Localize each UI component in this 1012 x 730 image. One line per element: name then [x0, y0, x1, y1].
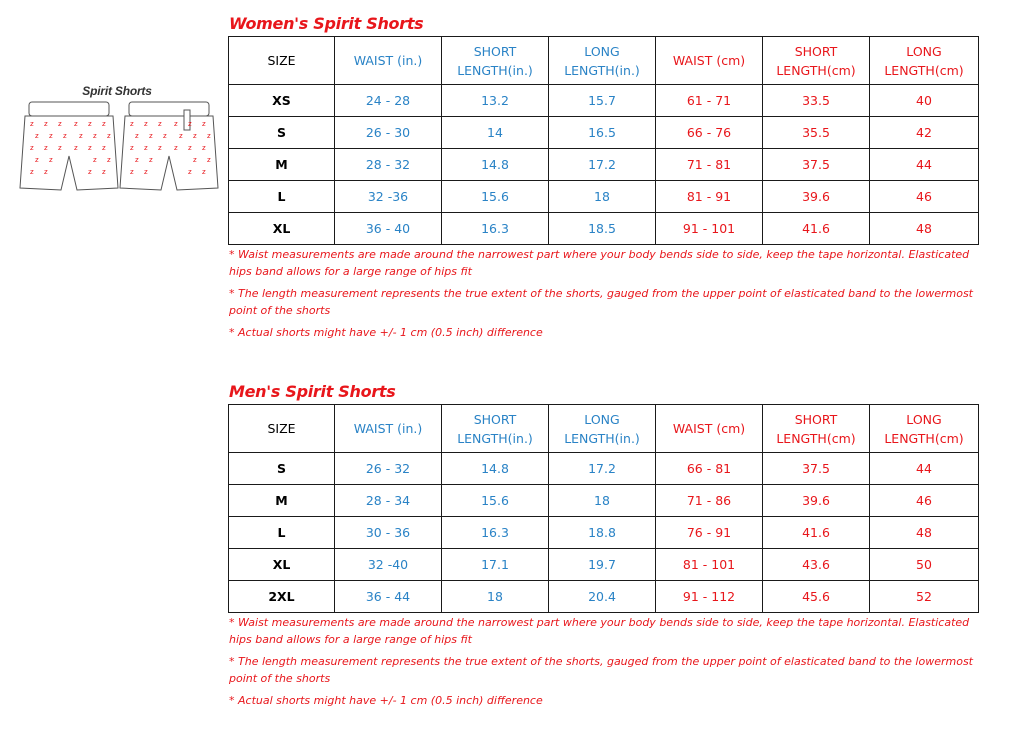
print-glyph: z	[58, 120, 62, 128]
print-glyph: z	[30, 168, 34, 176]
col-header-size: SIZE	[229, 37, 335, 85]
table-row	[229, 213, 979, 245]
cell-size: S	[229, 117, 335, 149]
print-glyph: z	[102, 120, 106, 128]
col-header-waist-cm: WAIST (cm)	[656, 405, 763, 453]
print-glyph: z	[135, 156, 139, 164]
cell-waist-cm: 81 - 91	[656, 181, 763, 213]
print-glyph: z	[30, 120, 34, 128]
cell-size: M	[229, 149, 335, 181]
cell-short-length-cm: 41.6	[763, 517, 870, 549]
print-glyph: z	[179, 132, 183, 140]
cell-waist-in: 26 - 32	[335, 453, 442, 485]
cell-short-length-cm: 37.5	[763, 453, 870, 485]
cell-long-length-in: 18	[549, 485, 656, 517]
table-row	[229, 485, 979, 517]
cell-waist-cm: 91 - 101	[656, 213, 763, 245]
print-glyph: z	[102, 168, 106, 176]
col-header-short-length-cm: SHORT LENGTH(cm)	[763, 37, 870, 85]
women-note-length: * The length measurement represents the true extent of the shorts, gauged from the upper point of elasticated band to the lowermost point of the shorts	[229, 287, 973, 317]
cell-long-length-cm: 40	[870, 85, 979, 117]
print-glyph: z	[202, 144, 206, 152]
col-header-short-length-in: SHORT LENGTH(in.)	[442, 405, 549, 453]
cell-long-length-in: 20.4	[549, 581, 656, 613]
cell-long-length-in: 16.5	[549, 117, 656, 149]
table-row	[229, 181, 979, 213]
cell-size: S	[229, 453, 335, 485]
print-glyph: z	[135, 132, 139, 140]
cell-long-length-in: 15.7	[549, 85, 656, 117]
cell-short-length-cm: 43.6	[763, 549, 870, 581]
print-glyph: z	[35, 156, 39, 164]
print-glyph: z	[207, 156, 211, 164]
print-glyph: z	[144, 144, 148, 152]
cell-short-length-cm: 33.5	[763, 85, 870, 117]
print-glyph: z	[49, 156, 53, 164]
print-glyph: z	[107, 156, 111, 164]
men-section-title: Men's Spirit Shorts	[229, 382, 396, 401]
cell-waist-cm: 76 - 91	[656, 517, 763, 549]
cell-short-length-cm: 41.6	[763, 213, 870, 245]
col-header-long-length-cm: LONG LENGTH(cm)	[870, 37, 979, 85]
men-size-table	[228, 404, 979, 613]
cell-short-length-cm: 45.6	[763, 581, 870, 613]
cell-short-length-in: 14	[442, 117, 549, 149]
cell-size: L	[229, 517, 335, 549]
print-glyph: z	[144, 120, 148, 128]
cell-long-length-cm: 42	[870, 117, 979, 149]
col-header-short-length-cm: SHORT LENGTH(cm)	[763, 405, 870, 453]
cell-short-length-in: 14.8	[442, 149, 549, 181]
print-glyph: z	[193, 132, 197, 140]
print-glyph: z	[44, 168, 48, 176]
print-glyph: z	[102, 144, 106, 152]
print-glyph: z	[130, 120, 134, 128]
cell-short-length-in: 14.8	[442, 453, 549, 485]
women-note-tolerance: * Actual shorts might have +/- 1 cm (0.5 inch) difference	[229, 326, 543, 339]
cell-waist-in: 36 - 44	[335, 581, 442, 613]
men-notes	[229, 614, 974, 714]
cell-long-length-cm: 46	[870, 485, 979, 517]
col-header-waist-cm: WAIST (cm)	[656, 37, 763, 85]
shorts-front-back-icon	[14, 80, 226, 198]
cell-waist-in: 32 -40	[335, 549, 442, 581]
print-glyph: z	[188, 144, 192, 152]
cell-short-length-in: 17.1	[442, 549, 549, 581]
cell-long-length-cm: 50	[870, 549, 979, 581]
col-header-long-length-in: LONG LENGTH(in.)	[549, 37, 656, 85]
print-glyph: z	[63, 132, 67, 140]
print-glyph: z	[35, 132, 39, 140]
table-row	[229, 149, 979, 181]
cell-long-length-in: 17.2	[549, 453, 656, 485]
col-header-waist-in: WAIST (in.)	[335, 37, 442, 85]
print-glyph: z	[88, 120, 92, 128]
women-header-row	[229, 37, 979, 85]
illustration-title: Spirit Shorts	[82, 84, 152, 98]
print-glyph: z	[93, 156, 97, 164]
print-glyph: z	[130, 168, 134, 176]
cell-waist-cm: 81 - 101	[656, 549, 763, 581]
table-row	[229, 453, 979, 485]
cell-long-length-in: 18.8	[549, 517, 656, 549]
cell-waist-in: 32 -36	[335, 181, 442, 213]
cell-long-length-in: 18.5	[549, 213, 656, 245]
cell-waist-in: 26 - 30	[335, 117, 442, 149]
print-glyph: z	[88, 168, 92, 176]
cell-short-length-cm: 37.5	[763, 149, 870, 181]
cell-short-length-in: 13.2	[442, 85, 549, 117]
cell-long-length-cm: 46	[870, 181, 979, 213]
cell-size: XS	[229, 85, 335, 117]
cell-size: M	[229, 485, 335, 517]
cell-long-length-in: 17.2	[549, 149, 656, 181]
men-note-length: * The length measurement represents the true extent of the shorts, gauged from the upper point of elasticated band to the lowermost point of the shorts	[229, 655, 973, 685]
print-glyph: z	[144, 168, 148, 176]
print-glyph: z	[88, 144, 92, 152]
women-notes	[229, 246, 974, 346]
women-section-title: Women's Spirit Shorts	[229, 14, 424, 33]
cell-short-length-cm: 39.6	[763, 485, 870, 517]
cell-size: XL	[229, 549, 335, 581]
col-header-short-length-in: SHORT LENGTH(in.)	[442, 37, 549, 85]
shorts-illustration	[14, 80, 226, 198]
cell-long-length-cm: 48	[870, 213, 979, 245]
col-header-waist-in: WAIST (in.)	[335, 405, 442, 453]
cell-long-length-cm: 44	[870, 149, 979, 181]
women-size-table	[228, 36, 979, 245]
cell-waist-cm: 66 - 76	[656, 117, 763, 149]
print-glyph: z	[202, 120, 206, 128]
cell-waist-cm: 66 - 81	[656, 453, 763, 485]
print-glyph: z	[93, 132, 97, 140]
print-glyph: z	[174, 120, 178, 128]
cell-waist-cm: 91 - 112	[656, 581, 763, 613]
print-glyph: z	[30, 144, 34, 152]
print-glyph: z	[74, 144, 78, 152]
table-row	[229, 85, 979, 117]
print-glyph: z	[202, 168, 206, 176]
cell-short-length-in: 15.6	[442, 181, 549, 213]
cell-size: 2XL	[229, 581, 335, 613]
cell-short-length-in: 18	[442, 581, 549, 613]
print-glyph: z	[163, 132, 167, 140]
cell-short-length-cm: 39.6	[763, 181, 870, 213]
print-glyph: z	[188, 168, 192, 176]
print-glyph: z	[193, 156, 197, 164]
col-header-size: SIZE	[229, 405, 335, 453]
print-glyph: z	[174, 144, 178, 152]
cell-waist-in: 28 - 32	[335, 149, 442, 181]
cell-long-length-cm: 48	[870, 517, 979, 549]
cell-waist-cm: 61 - 71	[656, 85, 763, 117]
cell-short-length-in: 15.6	[442, 485, 549, 517]
cell-waist-cm: 71 - 81	[656, 149, 763, 181]
print-glyph: z	[44, 120, 48, 128]
print-glyph: z	[158, 120, 162, 128]
print-glyph: z	[79, 132, 83, 140]
men-note-tolerance: * Actual shorts might have +/- 1 cm (0.5 inch) difference	[229, 694, 543, 707]
cell-size: L	[229, 181, 335, 213]
print-glyph: z	[149, 156, 153, 164]
cell-waist-cm: 71 - 86	[656, 485, 763, 517]
print-glyph: z	[130, 144, 134, 152]
women-note-waist: * Waist measurements are made around the narrowest part where your body bends side to side, keep the tape horizontal. Elasticated hips band allows for a large range of hips fit	[229, 248, 970, 278]
print-glyph: z	[158, 144, 162, 152]
print-glyph: z	[107, 132, 111, 140]
cell-short-length-cm: 35.5	[763, 117, 870, 149]
print-glyph: z	[188, 120, 192, 128]
cell-long-length-cm: 52	[870, 581, 979, 613]
col-header-long-length-in: LONG LENGTH(in.)	[549, 405, 656, 453]
print-glyph: z	[207, 132, 211, 140]
print-glyph: z	[44, 144, 48, 152]
men-header-row	[229, 405, 979, 453]
cell-short-length-in: 16.3	[442, 213, 549, 245]
cell-waist-in: 24 - 28	[335, 85, 442, 117]
print-glyph: z	[58, 144, 62, 152]
cell-long-length-in: 18	[549, 181, 656, 213]
cell-long-length-in: 19.7	[549, 549, 656, 581]
table-row	[229, 517, 979, 549]
men-note-waist: * Waist measurements are made around the narrowest part where your body bends side to side, keep the tape horizontal. Elasticated hips band allows for a large range of hips fit	[229, 616, 970, 646]
cell-long-length-cm: 44	[870, 453, 979, 485]
cell-size: XL	[229, 213, 335, 245]
cell-waist-in: 30 - 36	[335, 517, 442, 549]
print-glyph: z	[74, 120, 78, 128]
table-row	[229, 581, 979, 613]
print-glyph: z	[49, 132, 53, 140]
table-row	[229, 117, 979, 149]
cell-waist-in: 28 - 34	[335, 485, 442, 517]
cell-waist-in: 36 - 40	[335, 213, 442, 245]
table-row	[229, 549, 979, 581]
cell-short-length-in: 16.3	[442, 517, 549, 549]
print-glyph: z	[149, 132, 153, 140]
col-header-long-length-cm: LONG LENGTH(cm)	[870, 405, 979, 453]
